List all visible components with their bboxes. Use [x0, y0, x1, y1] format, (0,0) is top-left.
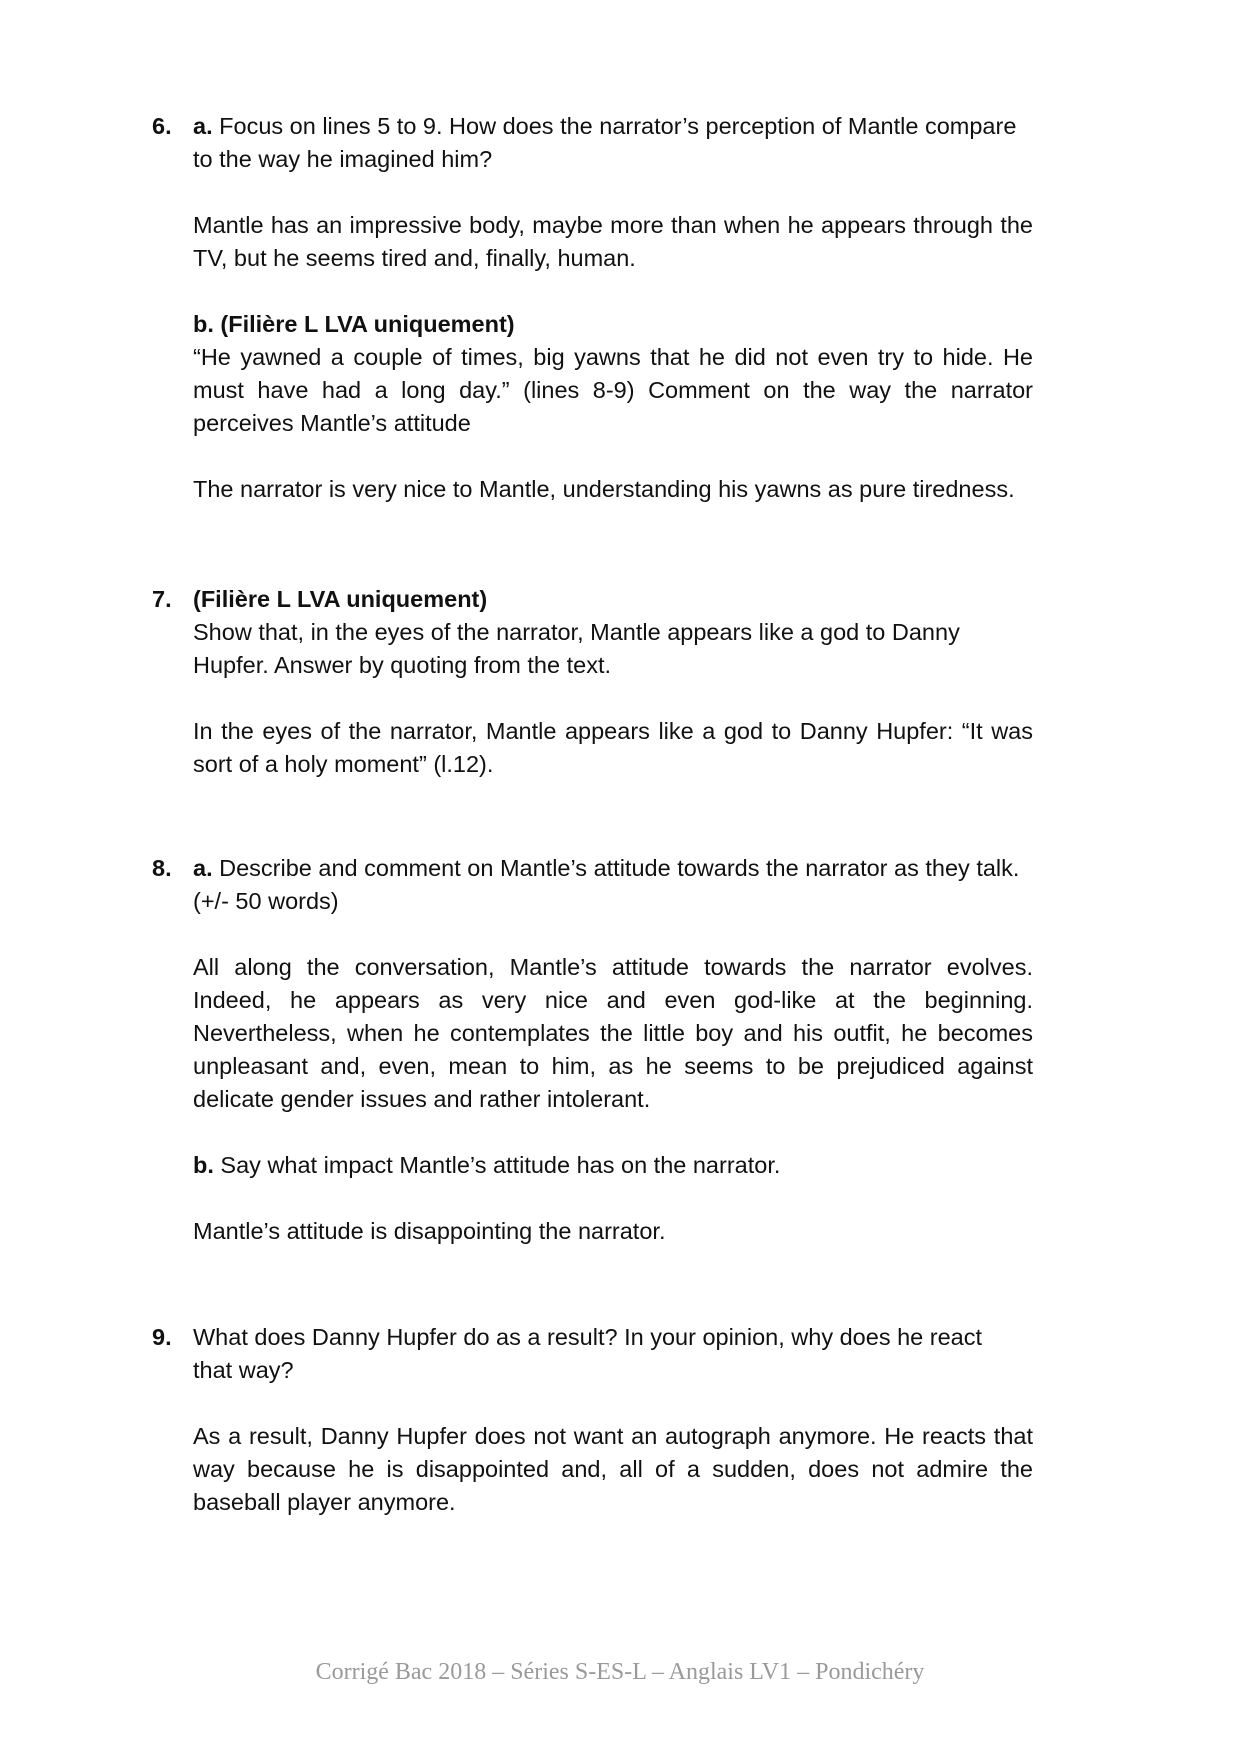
question-8a-note: (+/- 50 words) [193, 888, 339, 914]
part-label-6b: b. (Filière L LVA uniquement) [193, 311, 515, 337]
part-label-7: (Filière L LVA uniquement) [193, 586, 488, 612]
answer-8a: All along the conversation, Mantle’s attitude towards the narrator evolves. Indeed, he appears as very nice and even god-like at the beginning. Nevertheless, when he contemplates the little boy and his outfit, he becomes unpleasant and, even, mean to him, as he seems to be prejudiced against delicate gender issues and rather intolerant. [193, 954, 1033, 1112]
page-footer: Corrigé Bac 2018 – Séries S-ES-L – Anglais LV1 – Pondichéry [315, 1659, 925, 1685]
question-text: Describe and comment on Mantle’s attitude towards the narrator as they talk. [219, 855, 1020, 881]
part-label: a. [193, 855, 213, 881]
question-8 [152, 852, 1102, 1248]
part-label: b. [193, 1152, 214, 1178]
question-6a [193, 110, 1033, 176]
question-7-text: Show that, in the eyes of the narrator, Mantle appears like a god to Danny Hupfer. Answer by quoting from the text. [193, 619, 960, 678]
answer-7: In the eyes of the narrator, Mantle appears like a god to Danny Hupfer: “It was sort of a holy moment” (l.12). [193, 718, 1033, 777]
part-label: a. [193, 113, 213, 139]
answer-8b: Mantle’s attitude is disappointing the narrator. [193, 1218, 666, 1244]
question-8a [193, 852, 1033, 885]
question-text: Say what impact Mantle’s attitude has on the narrator. [220, 1152, 781, 1178]
question-number: 7. [152, 586, 172, 612]
question-9 [152, 1321, 1102, 1519]
question-number: 8. [152, 855, 172, 881]
answer-6b: The narrator is very nice to Mantle, understanding his yawns as pure tiredness. [193, 476, 1015, 502]
question-text: Focus on lines 5 to 9. How does the narrator’s perception of Mantle compare to the way he imagined him? [193, 113, 1017, 172]
question-number: 6. [152, 113, 172, 139]
question-6b: “He yawned a couple of times, big yawns that he did not even try to hide. He must have had a long day.” (lines 8-9) Comment on the way the narrator perceives Mantle’s attitude [193, 344, 1033, 436]
question-6 [152, 110, 1102, 506]
question-9-text: What does Danny Hupfer do as a result? In your opinion, why does he react that way? [193, 1324, 983, 1383]
answer-9: As a result, Danny Hupfer does not want an autograph anymore. He reacts that way because he is disappointed and, all of a sudden, does not admire the baseball player anymore. [193, 1423, 1033, 1515]
question-8b [193, 1149, 1033, 1182]
answer-6a: Mantle has an impressive body, maybe more than when he appears through the TV, but he seems tired and, finally, human. [193, 212, 1033, 271]
question-7 [152, 583, 1102, 781]
question-number: 9. [152, 1324, 172, 1350]
